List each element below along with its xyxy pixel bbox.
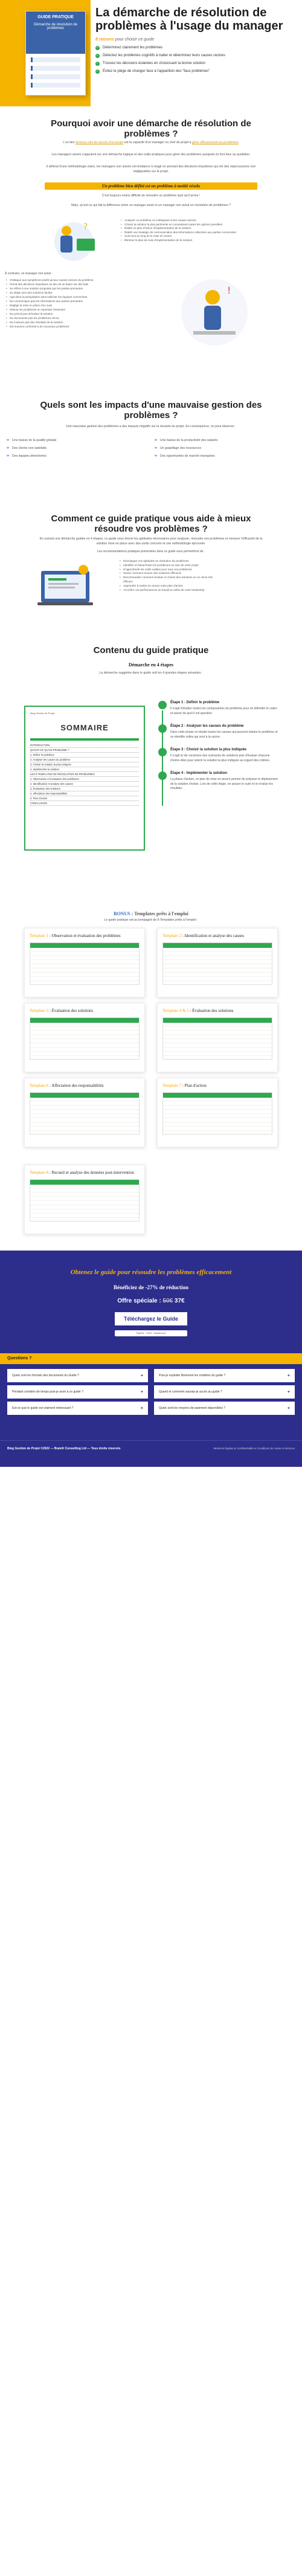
step-marker [158,748,167,756]
how-title: Comment ce guide pratique vous aide à mieux résoudre vos problèmes ? [51,514,251,534]
check-icon: ✓ [96,69,99,73]
template-card [24,928,145,997]
list-item: • Apprendre à mettre en œuvre votre plan d'action [120,584,216,588]
arrow-right-icon: ➜ [154,454,158,458]
summary-line: 4. Implémenter la solution [30,767,139,772]
cta-title: Obtenez le guide pour résoudre les problèmes efficacement [70,1269,232,1276]
template-card [24,1165,145,1234]
footer-legal-link[interactable]: Mentions légales & Confidentialité et Conditions de Vente et Services [213,1447,295,1450]
why-paragraph-4: C'est toujours moins difficile de résoudre un problème quel qu'il arrive ! [101,194,201,198]
quote-banner: Un problème bien défini est un problème à moitié résolu [45,182,257,190]
template-card [157,928,278,997]
impact-item: ➜ Des clients non satisfaits [6,446,47,450]
template-preview [162,942,272,985]
list-item: • S'attaque aux symptômes plutôt qu'aux causes racines du problème [6,278,127,282]
svg-text:?: ? [83,222,88,232]
list-item: • Ne documente pas les problèmes vécus [6,316,127,320]
template-card [157,1078,278,1147]
laptop-guide-illustration [35,559,95,617]
plus-icon: + [140,1373,143,1378]
download-guide-button[interactable]: Téléchargez le Guide [115,1312,187,1325]
step-item [158,701,279,716]
step-item [158,771,279,791]
list-item: • Choisir la solution la plus pertinente en connaissant toutes les options possibles [121,223,260,227]
arrow-right-icon: ➜ [6,446,10,450]
list-item: ✓ Évitez le piège de changer face à l'apparition des “faux problèmes” [96,69,210,73]
summary-line: 2. Identification et analyse des causes [30,782,139,787]
step-title: Étape 4 : Implémenter la solution [170,771,228,775]
plus-icon: + [287,1389,290,1394]
cta-section [0,1251,302,1353]
impacts-paragraph: Une mauvaise gestion des problèmes a des impacts négatifs sur la réussite du projet. En conséquence, on peut observer : [66,425,236,428]
check-icon: ✓ [96,54,99,57]
content-section [0,616,302,1160]
summary-line: 1. Observation et évaluation des problèmes [30,777,139,782]
list-item: ✓ Déterminez clairement les problèmes [96,46,163,50]
list-item: • Ne prévoit pas d'évaluer la solution [6,312,127,316]
list-item: • Résout les problèmes en reportant l'essentiel [6,308,127,312]
step-marker [158,724,167,733]
template-title: Template 1 : Observation et évaluation des problèmes [30,933,121,938]
faq-heading: Questions ? [0,1353,302,1364]
summary-line: 5. Plan d'action [30,796,139,801]
why-section [0,0,302,272]
list-item: ✓ Trouvez les décisions éclairées en choisissant la bonne solution [96,62,205,65]
new-price: 37€ [173,1298,185,1304]
arrow-right-icon: ➜ [154,439,158,442]
template-title: Template 4 & 5 : Évaluation des solutions [162,1008,234,1013]
summary-line: 3. Choisir la solution la plus indiquée [30,762,139,767]
template-preview [30,942,140,985]
template-8-section [0,1160,302,1251]
step-title: Étape 1 : Définir le problème [170,701,220,704]
steps-timeline [158,701,279,800]
manage-problems-link[interactable]: gérer efficacement les problèmes [191,141,239,144]
content-title: Contenu du guide pratique [93,645,209,655]
template-preview [30,1179,140,1222]
plus-icon: + [287,1406,290,1411]
step-text: La phase d'action, ce plan de mise en œuvre permet de préparer le déploiement de la solution choisie. Lors de cette étape, on assure le suivi et on évalue les résultats. [170,778,278,790]
summary-title: SOMMAIRE [60,723,109,732]
faq-item[interactable]: Est-ce que le guide est vraiment intéressant ? + [7,1402,148,1415]
check-icon: ✓ [96,46,99,50]
impact-item: ➜ Une baisse de la qualité globale [6,439,57,442]
list-item: • Ne communique pas les informations aux parties prenantes [6,299,127,303]
list-item: • Développer vos aptitudes en résolution de problèmes [120,559,216,564]
bonus-title: BONUS : Templates prêts à l'emploi [114,911,188,916]
step-title: Étape 3 : Choisir la solution la plus indiquée [170,748,247,752]
faq-item[interactable]: Puis-je exploiter librement les modèles du guide ? + [154,1369,295,1382]
list-item: ✓ Détectez les problèmes cognitifs à traiter et déterminez leurs causes racines [96,54,225,57]
template-card [24,1078,145,1147]
faq-grid [7,1369,295,1415]
step-text: Il s'agit ici de construire des scénarios de solutions puis d'évaluer chacune d'entre elles pour retenir la solution la plus indiquée au regard des critères. [170,754,271,762]
list-item: • Est souvent confronté à de nouveaux problèmes [6,324,127,329]
smart-manager-list [121,219,260,242]
list-item: • Accroître vos performances au travail et celles de votre leadership [120,588,216,593]
impact-item: ➜ Des équipes démotivées [6,454,47,458]
step-title: Étape 2 : Analyser les causes du problème [170,724,244,728]
step-text: Il s'agit d'étudier toutes les composantes du problème pour en délimiter le cadre et savoir de quoi il est question. [170,707,277,715]
why-paragraph-1: L'un des facteurs clés de succès d'un projet est la capacité d'un manager ou chef de projet à gérer efficacement les problèmes. [63,141,239,144]
bonus-paragraph: Le guide pratique est accompagné de 8 Templates prêts à l'emploi : [104,918,198,922]
why-paragraph-5: Mais, qu'est-ce qui fait la différence entre un manager avisé et un manager non avisé en résolution de problèmes ? [71,204,231,207]
list-item: • Recommander comment évaluer et choisir des solutions en un choix très efficace [120,576,216,584]
list-item: • Suivi tout au long de la mise en œuvre [121,234,260,239]
non-smart-manager-intro: À contrario, un manager non avisé : [5,272,53,275]
why-paragraph-3: Il défend d'une méthodologie claire, les managers non avisés ont tendance à réagir en prenant des décisions impulsives qui ont des répercussions non négligeables sur le projet. [46,165,256,173]
template-title: Template 2 : Identification et analyse des causes [162,933,244,938]
list-item: • Ne s'assure pas des résultats de la solution [6,320,127,324]
plus-icon: + [287,1373,290,1378]
list-item: • Identifier et hiérarchiser les problèmes au sein de votre projet [120,564,216,568]
step-item [158,724,279,739]
template-preview [30,1017,140,1060]
list-item: • Savoir comment trouver des solutions efficaces [120,572,216,576]
footer [0,1440,302,1467]
thinking-person-illustration [43,217,104,266]
list-item: • Néglige la mise en place d'un suivi [6,303,127,308]
impact-item: ➜ Des opportunités de marché manquées [154,454,215,458]
footer-copyright: Blog Gestion de Projet ©2022 — Brainfr Consulting Ltd — Tous droits réservés [7,1447,121,1451]
guide-cover-title: GUIDE PRATIQUE [37,15,74,19]
steps-heading: Démarche en 4 étapes [128,662,174,668]
summary-brand: Blog Gestion de Projet [30,712,55,715]
plus-icon: + [140,1406,143,1411]
template-title: Template 7 : Plan d'action [162,1083,207,1088]
arrow-right-icon: ➜ [6,439,10,442]
payment-methods-badge: PayPal · VISA · Mastercard [115,1330,187,1336]
step-item [158,748,279,763]
template-title: Template 6 : Affectation des responsabilités [30,1083,104,1088]
faq-item[interactable]: Quels sont les moyens de paiement disponibles ? + [154,1402,295,1415]
faq-section [0,1353,302,1440]
summary-line: 2. Analyser les causes du problème [30,758,139,762]
price-offer: Offre spéciale : 50€ 37€ [117,1298,185,1304]
discount-text: Bénéficiez de -27% de réduction [114,1284,188,1290]
success-factors-link[interactable]: facteurs clés de succès d'un projet [75,141,124,144]
hero-subtitle: 8 raisons pour choisir ce guide [95,37,155,42]
why-title: Pourquoi avoir une démarche de résolution de problèmes ? [51,118,251,139]
impact-item: ➜ Une baisse de la productivité des salariés [154,439,218,442]
list-item: • Éliminer le plan de suivi d'implémentation de la solution [121,239,260,243]
guide-cover-subtitle: Démarche de résolution de problèmes [33,23,78,30]
template-preview [30,1092,140,1135]
summary-preview [24,706,145,851]
arrow-right-icon: ➜ [6,454,10,458]
svg-text:!: ! [227,285,231,296]
impact-item: ➜ Un gaspillage des ressources [154,446,202,450]
check-icon: ✓ [96,62,99,65]
impacts-section [0,393,302,514]
list-item: • Prend des décisions impulsives au lieu de se baser sur des faits [6,282,127,286]
stressed-manager-illustration [175,273,254,352]
faq-item[interactable]: Quand et comment saurais-je accès au guide ? + [154,1385,295,1399]
list-item: • Se réfère à une solution proposée par les parties prenantes [6,286,127,291]
guide-benefits-list [120,559,216,592]
non-smart-manager-list [6,278,127,329]
steps-intro: La démarche suggérée dans le guide suit les 4 grandes étapes suivantes : [99,671,203,675]
summary-line: 4. Affectation des responsabilités [30,791,139,796]
template-card [157,1003,278,1072]
summary-line: QU'EST-CE QU'UN PROBLÈME ? [30,748,139,753]
step-marker [158,771,167,780]
impacts-title: Quels sont les impacts d'une mauvaise gestion des problèmes ? [40,400,262,420]
summary-line: CONCLUSION [30,801,139,806]
why-paragraph-2: Les managers avisés s'appuient sur une démarche logique et des outils pratiques pour gérer des problèmes auxquels ils font face au quotidien. [51,153,251,156]
list-item: • Analyser un problème en s'attaquant à ses causes racines [121,219,260,223]
summary-line: INTRODUCTION [30,743,139,748]
step-marker [158,701,167,709]
faq-item[interactable]: Pendant combien de temps puis-je avoir à ce guide ? + [7,1385,148,1399]
arrow-right-icon: ➜ [154,446,158,450]
summary-line: 3. Évaluation des solutions [30,787,139,791]
summary-line: 1. Définir le problème [30,753,139,758]
list-item: • D'approfondir les outils valides pour tous vos problèmes [120,568,216,572]
list-item: • Se dirige vers des solutions faciles [6,291,127,295]
template-title: Template 3 : Évaluation des solutions [30,1008,94,1013]
template-card [24,1003,145,1072]
old-price: 50€ [162,1298,173,1304]
template-preview [162,1017,272,1060]
impacts-grid [6,439,296,458]
step-text: Dans cette phase on étudie toutes les causes qui peuvent induire le problème et on identifie celles qui sont à la racine. [170,730,278,739]
faq-item[interactable]: Quels sont les formats des documents du Guide ? + [7,1369,148,1382]
page-title: La démarche de résolution de problèmes à l'usage du manager [95,6,283,33]
template-title: Template 8 : Recueil et analyse des données post-intervention [30,1170,134,1175]
how-paragraph: En suivant une démarche guidée en 4 étapes, ce guide vous donne les aptitudes nécessaires pour analyser, résoudre vos problèmes et mesurer l'efficacité de la solution mise en place avec des outils concrets et une méthodologie éprouvée. [39,537,263,546]
list-item: • Agit dans la précipitation sans solliciter les équipes concernées [6,295,127,299]
template-preview [162,1092,272,1135]
how-intro: Les recommandations pratiques présentées dans ce guide vous permettront de : [97,550,205,553]
plus-icon: + [140,1389,143,1394]
list-item: • Établir une stratégie de communication des informations collectées aux parties concernées [121,231,260,235]
list-item: • Établir un plan d'action d'implémentation de la solution [121,227,260,231]
non-smart-manager-section [0,272,302,393]
summary-line: LES 8 TEMPLATES DE RÉSOLUTION DE PROBLÈMES [30,772,139,777]
